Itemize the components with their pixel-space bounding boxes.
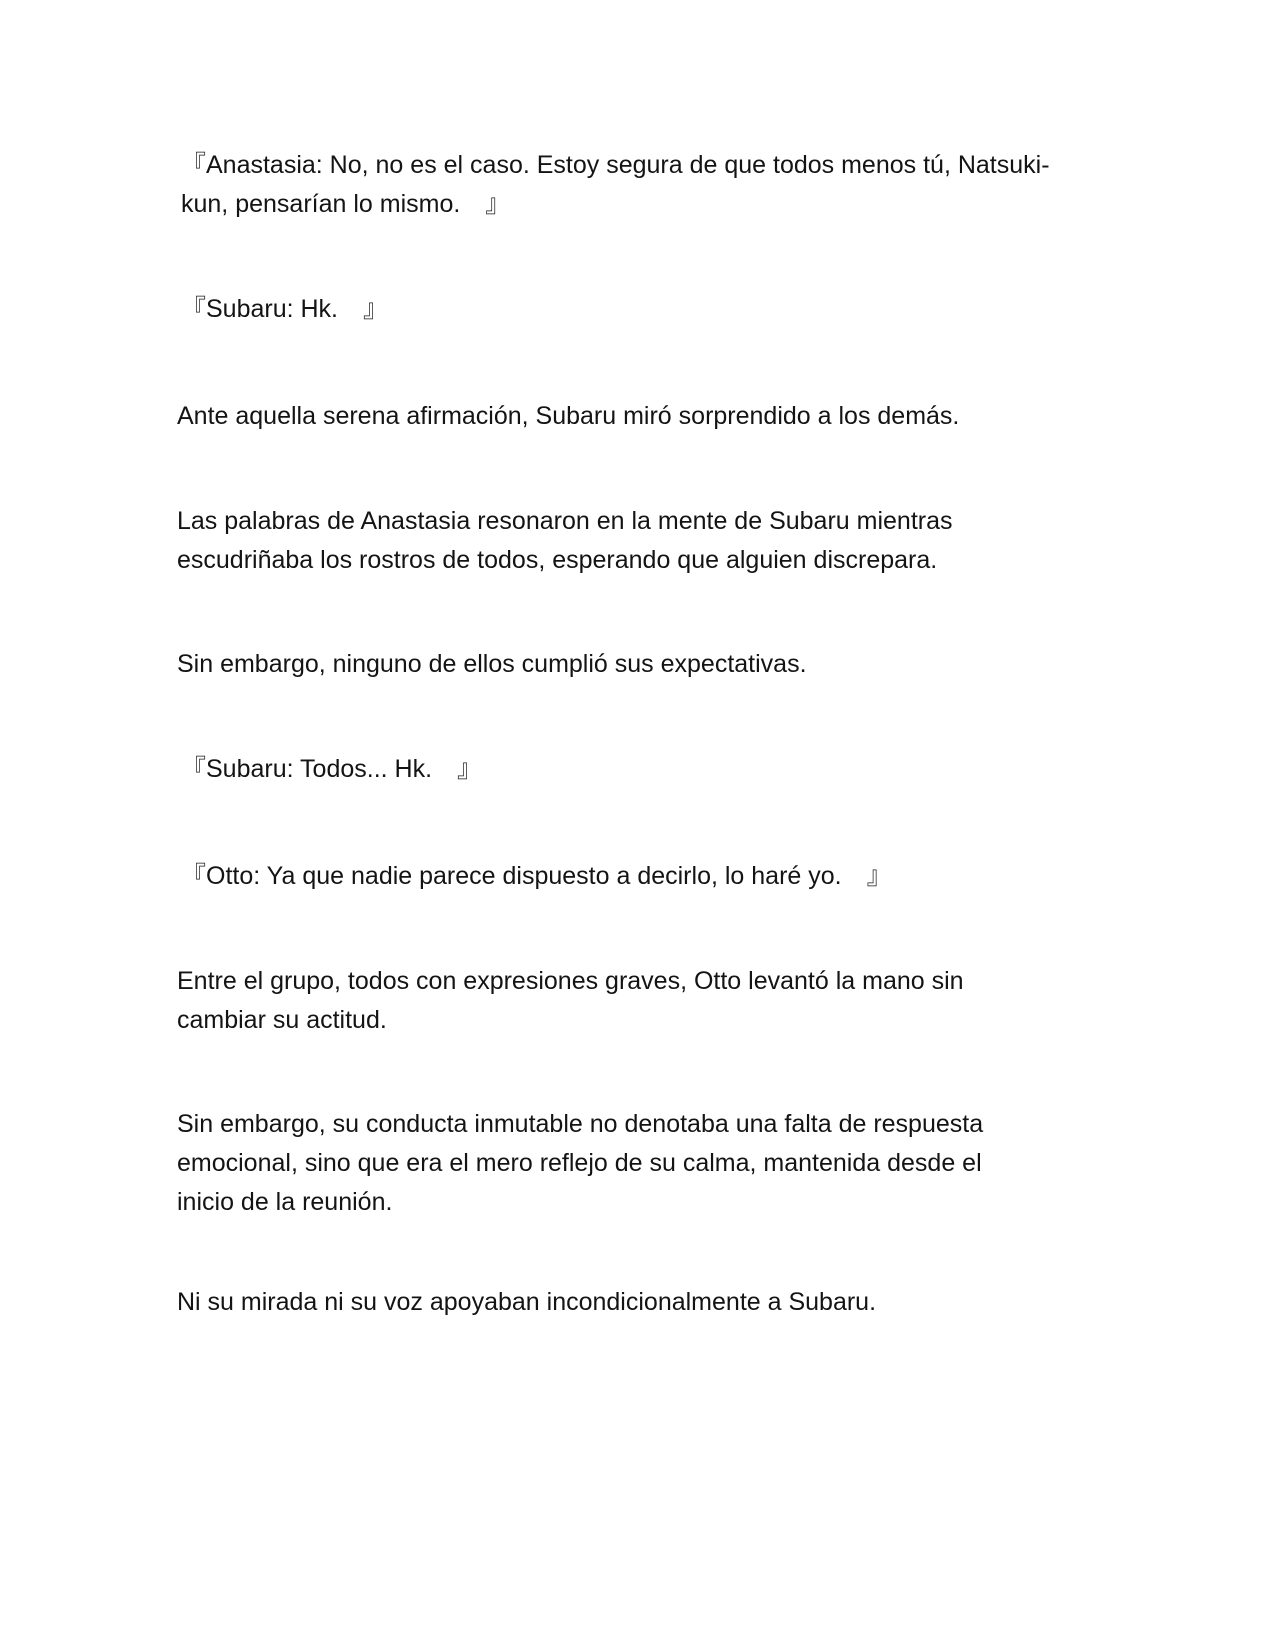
paragraph-subaru-dialogue (181, 290, 1101, 329)
text-line: kun, pensarían lo mismo. 』 (181, 190, 511, 218)
text-line: 『Otto: Ya que nadie parece dispuesto a decirlo, lo haré yo. 』 (181, 862, 892, 890)
text-line: escudriñaba los rostros de todos, esperando que alguien discrepara. (177, 546, 938, 574)
text-line: Ante aquella serena afirmación, Subaru miró sorprendido a los demás. (177, 402, 960, 430)
text-line: emocional, sino que era el mero reflejo de su calma, mantenida desde el (177, 1149, 982, 1177)
paragraph-narration (177, 1283, 1097, 1322)
text-line: 『Subaru: Hk. 』 (181, 295, 389, 323)
text-line: inicio de la reunión. (177, 1188, 393, 1216)
paragraph-narration (177, 502, 1097, 580)
paragraph-narration (177, 1105, 1097, 1222)
text-line: 『Subaru: Todos... Hk. 』 (181, 755, 483, 783)
text-line: 『Anastasia: No, no es el caso. Estoy segura de que todos menos tú, Natsuki- (181, 151, 1050, 179)
text-line: Sin embargo, su conducta inmutable no denotaba una falta de respuesta (177, 1110, 984, 1138)
text-line: cambiar su actitud. (177, 1006, 387, 1034)
paragraph-narration (177, 962, 1097, 1040)
paragraph-anastasia-dialogue (181, 146, 1101, 224)
paragraph-subaru-dialogue (181, 750, 1101, 789)
text-line: Las palabras de Anastasia resonaron en la mente de Subaru mientras (177, 507, 953, 535)
text-line: Sin embargo, ninguno de ellos cumplió sus expectativas. (177, 650, 807, 678)
paragraph-narration (177, 397, 1097, 436)
paragraph-narration (177, 645, 1097, 684)
paragraph-otto-dialogue (181, 857, 1101, 896)
text-line: Entre el grupo, todos con expresiones graves, Otto levantó la mano sin (177, 967, 964, 995)
text-line: Ni su mirada ni su voz apoyaban incondicionalmente a Subaru. (177, 1288, 877, 1316)
